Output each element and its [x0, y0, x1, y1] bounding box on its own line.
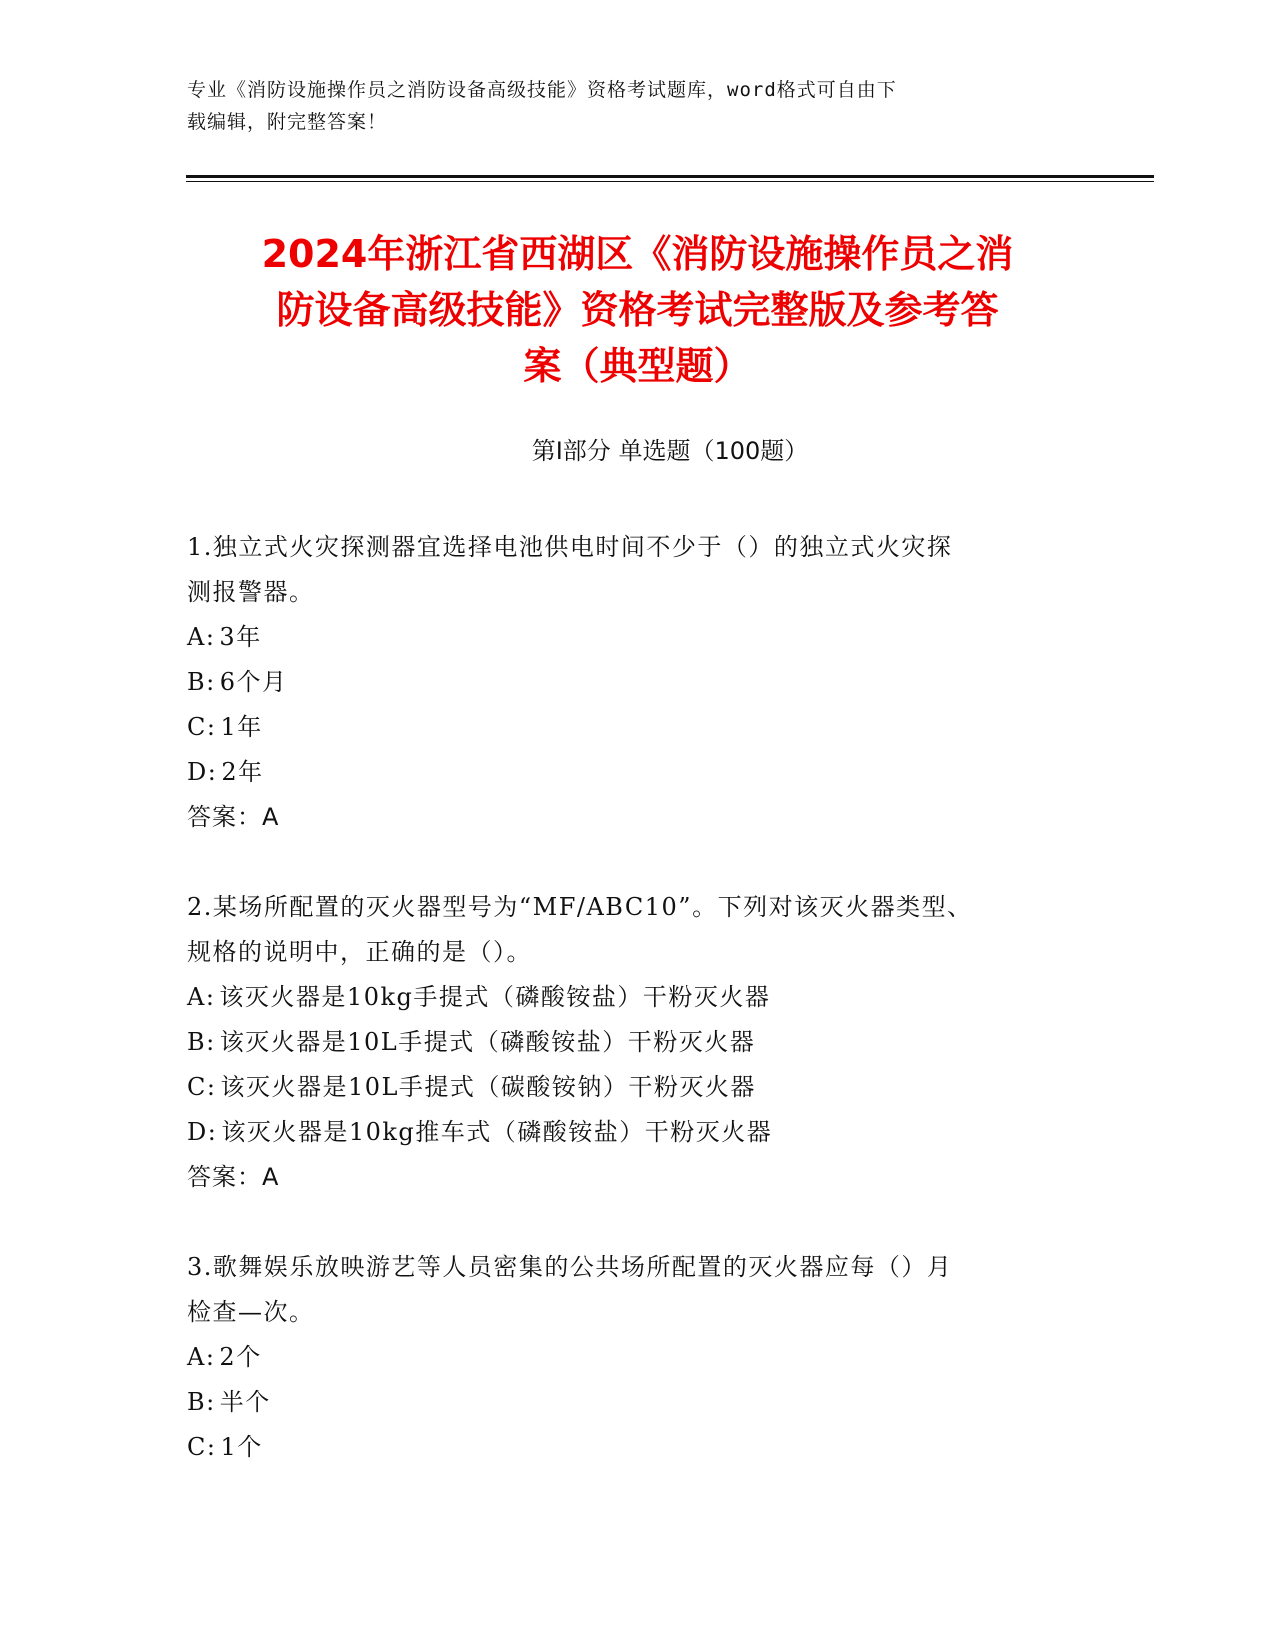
option-key: C: [187, 713, 217, 741]
question-stem: 1.独立式火灾探测器宜选择电池供电时间不少于（）的独立式火灾探 [187, 533, 953, 561]
answer-line: 答案：A [187, 803, 280, 831]
section-title: 第Ⅰ部分 单选题（100题） [531, 437, 809, 465]
option-text: 3年 [219, 623, 262, 651]
option-key: C: [187, 1433, 217, 1461]
option-text: 1个 [220, 1433, 263, 1461]
question-stem: 测报警器。 [187, 578, 315, 606]
option-key: A: [187, 623, 216, 651]
header-note-line: 专业《消防设施操作员之消防设备高级技能》资格考试题库，word格式可自由下 [187, 79, 897, 101]
option-key: B: [187, 668, 216, 696]
option-a [187, 1335, 1067, 1380]
option-b [187, 1380, 1067, 1425]
option-text: 2个 [219, 1343, 262, 1371]
answer-line: 答案：A [187, 1163, 280, 1191]
option-c [187, 1425, 1067, 1470]
option-key: D: [187, 758, 218, 786]
option-text: 半个 [219, 1388, 271, 1416]
question-1 [187, 525, 1067, 840]
document-title [170, 226, 1105, 394]
option-text: 该灭火器是10kg推车式（磷酸铵盐）干粉灭火器 [221, 1118, 773, 1146]
option-text: 该灭火器是10L手提式（磷酸铵盐）干粉灭火器 [219, 1028, 756, 1056]
option-b [187, 660, 1067, 705]
option-text: 1年 [220, 713, 263, 741]
option-d [187, 1110, 1067, 1155]
option-b [187, 1020, 1067, 1065]
option-c [187, 705, 1067, 750]
title-line: 案（典型题） [523, 344, 752, 388]
option-key: A: [187, 983, 216, 1011]
question-stem: 检查—次。 [187, 1298, 315, 1326]
option-text: 该灭火器是10kg手提式（磷酸铵盐）干粉灭火器 [219, 983, 771, 1011]
option-d [187, 750, 1067, 795]
question-3 [187, 1245, 1067, 1470]
title-line: 2024年浙江省西湖区《消防设施操作员之消 [261, 232, 1014, 276]
header-divider-thick [186, 175, 1154, 178]
question-stem: 3.歌舞娱乐放映游艺等人员密集的公共场所配置的灭火器应每（）月 [187, 1253, 953, 1281]
option-a [187, 615, 1067, 660]
header-note-line: 载编辑，附完整答案！ [187, 111, 388, 133]
question-stem: 规格的说明中，正确的是（）。 [187, 938, 532, 966]
question-list [187, 525, 1067, 1515]
question-stem: 2.某场所配置的灭火器型号为“MF/ABC10”。下列对该灭火器类型、 [187, 893, 973, 921]
option-key: A: [187, 1343, 216, 1371]
option-key: B: [187, 1028, 216, 1056]
title-line: 防设备高级技能》资格考试完整版及参考答 [276, 288, 999, 332]
question-2 [187, 885, 1067, 1200]
option-text: 6个月 [219, 668, 288, 696]
header-note [187, 74, 1087, 138]
header-divider-thin [186, 181, 1154, 182]
option-text: 该灭火器是10L手提式（碳酸铵钠）干粉灭火器 [220, 1073, 756, 1101]
option-c [187, 1065, 1067, 1110]
option-key: C: [187, 1073, 217, 1101]
option-key: D: [187, 1118, 218, 1146]
option-text: 2年 [221, 758, 264, 786]
option-key: B: [187, 1388, 216, 1416]
option-a [187, 975, 1067, 1020]
